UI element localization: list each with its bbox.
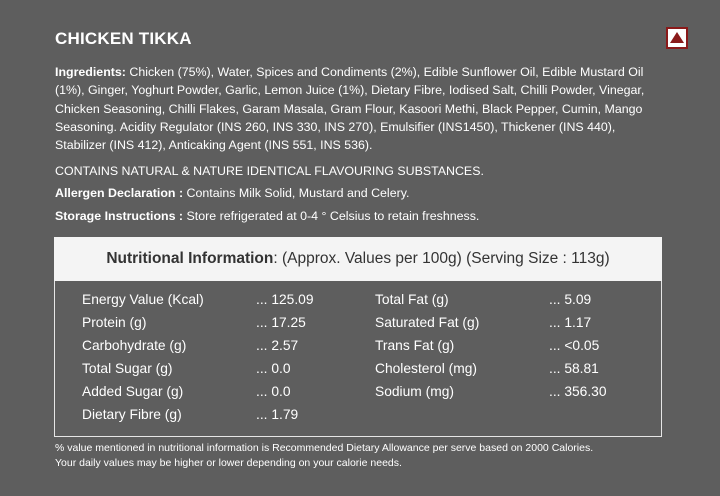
nutrient-name: Carbohydrate (g) — [82, 338, 187, 353]
nutrition-heading: Nutritional Information — [106, 250, 274, 267]
nutrient-value: ... 356.30 — [549, 384, 607, 399]
footnote-line: Your daily values may be higher or lower depending on your calorie needs. — [55, 457, 402, 469]
nutrient-name: Sodium (mg) — [375, 384, 454, 399]
nutrient-value: ... 0.0 — [256, 361, 291, 376]
storage-section — [55, 207, 665, 225]
nutrient-name: Cholesterol (mg) — [375, 361, 477, 376]
non-veg-symbol-icon — [666, 27, 688, 49]
allergen-label: Allergen Declaration : — [55, 186, 184, 200]
nutrient-name: Added Sugar (g) — [82, 384, 184, 399]
allergen-text: Contains Milk Solid, Mustard and Celery. — [186, 186, 410, 200]
allergen-section — [55, 184, 665, 202]
nutrient-value: ... 5.09 — [549, 292, 592, 307]
nutrient-name: Energy Value (Kcal) — [82, 292, 204, 307]
rda-footnote — [55, 441, 675, 471]
nutrition-subheading: : (Approx. Values per 100g) (Serving Size : 113g) — [273, 250, 610, 267]
nutrition-header — [54, 237, 662, 281]
nutrient-name: Total Fat (g) — [375, 292, 449, 307]
non-veg-triangle — [670, 32, 684, 43]
nutrient-value: ... 1.17 — [549, 315, 592, 330]
nutrient-value: ... <0.05 — [549, 338, 600, 353]
nutrient-name: Trans Fat (g) — [375, 338, 455, 353]
flavouring-statement: CONTAINS NATURAL & NATURE IDENTICAL FLAVOURING SUBSTANCES. — [55, 164, 484, 178]
nutrition-table — [54, 281, 662, 437]
ingredients-label: Ingredients: — [55, 65, 126, 79]
footnote-line: % value mentioned in nutritional information is Recommended Dietary Allowance per serve based on 2000 Calories. — [55, 442, 594, 454]
nutrient-value: ... 17.25 — [256, 315, 306, 330]
storage-text: Store refrigerated at 0-4 ° Celsius to retain freshness. — [186, 209, 480, 223]
nutrient-value: ... 0.0 — [256, 384, 291, 399]
product-title: CHICKEN TIKKA — [55, 29, 192, 48]
nutrient-name: Saturated Fat (g) — [375, 315, 480, 330]
ingredients-text: Chicken (75%), Water, Spices and Condiments (2%), Edible Sunflower Oil, Edible Mustard Oil (1%), Ginger, Yoghurt Powder, Garlic, Lemon Juice (1%), Dietary Fibre, Iodised Salt, Chilli Powder, Vinegar, Chicken Seasoning, Chilli Flakes, Garam Masala, Gram Flour, Kasoori Methi, Black Pepper, Cumin, Mango Seasoning. Acidity Regulator (INS 260, INS 330, INS 270), Emulsifier (INS1450), Thickener (INS 440), Stabilizer (INS 412), Anticaking Agent (INS 551, INS 536). — [55, 65, 645, 153]
nutrient-name: Protein (g) — [82, 315, 147, 330]
ingredients-section — [55, 63, 665, 154]
storage-label: Storage Instructions : — [55, 209, 184, 223]
nutrient-name: Dietary Fibre (g) — [82, 407, 182, 422]
nutrient-value: ... 2.57 — [256, 338, 299, 353]
nutrient-value: ... 1.79 — [256, 407, 299, 422]
nutrient-name: Total Sugar (g) — [82, 361, 173, 376]
nutrient-value: ... 125.09 — [256, 292, 314, 307]
nutrient-value: ... 58.81 — [549, 361, 599, 376]
